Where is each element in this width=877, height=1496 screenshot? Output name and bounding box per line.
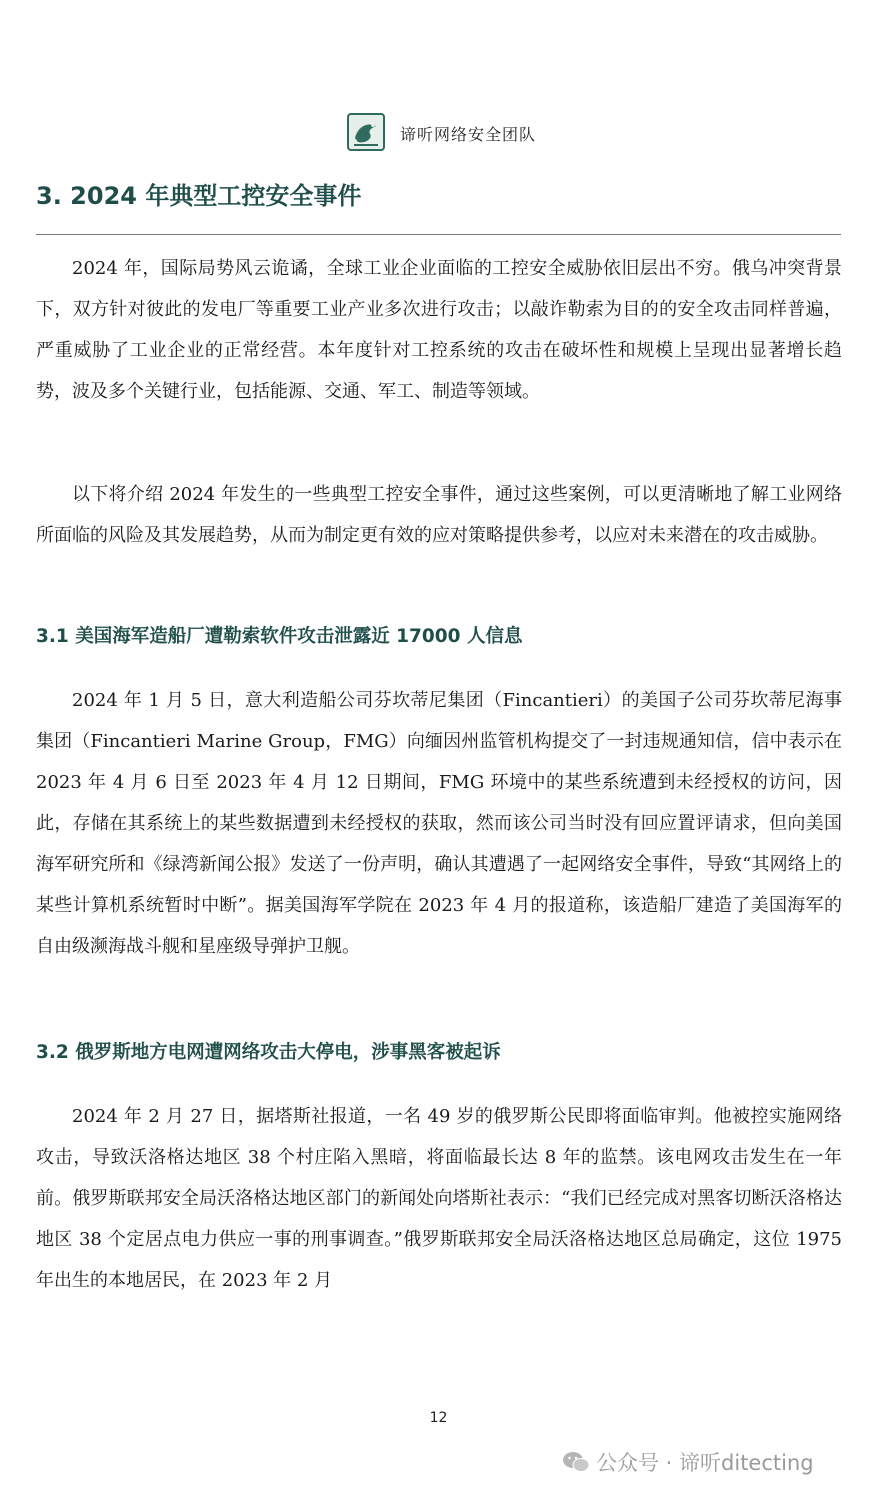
page-header [0, 108, 877, 158]
subsection-heading-3-1: 3.1 美国海军造船厂遭勒索软件攻击泄露近 17000 人信息 [36, 626, 523, 647]
subsection-heading-3-2: 3.2 俄罗斯地方电网遭网络攻击大停电，涉事黑客被起诉 [36, 1042, 501, 1063]
subsection-3-1-paragraph: 2024 年 1 月 5 日，意大利造船公司芬坎蒂尼集团（Fincantieri）的美国子公司芬坎蒂尼海事集团（Fincantieri Marine Group，FMG）向缅因州监管机构提交了一封违规通知信，信中表示在 2023 年 4 月 6 日至 2023 年 4 月 12 日期间，FMG 环境中的某些系统遭到未经授权的访问，因此，存储在其系统上的某些数据遭到未经授权的获取，然而该公司当时没有回应置评请求，但向美国海军研究所和《绿湾新闻公报》发送了一份声明，确认其遭遇了一起网络安全事件，导致“其网络上的某些计算机系统暂时中断”。据美国海军学院在 2023 年 4 月的报道称，该造船厂建造了美国海军的自由级濒海战斗舰和星座级导弹护卫舰。 [36, 690, 842, 957]
page-number: 12 [429, 1410, 448, 1426]
intro-paragraph-1: 2024 年，国际局势风云诡谲，全球工业企业面临的工控安全威胁依旧层出不穷。俄乌冲突背景下，双方针对彼此的发电厂等重要工业产业多次进行攻击；以敲诈勒索为目的的安全攻击同样普遍，严重威胁了工业企业的正常经营。本年度针对工控系统的攻击在破坏性和规模上呈现出显著增长趋势，波及多个关键行业，包括能源、交通、军工、制造等领域。 [36, 258, 842, 402]
header-title: 谛听网络安全团队 [400, 125, 537, 144]
watermark-text: 公众号 · 谛听ditecting [596, 1451, 814, 1475]
dragon-seal-icon [346, 112, 386, 152]
intro-paragraph-2: 以下将介绍 2024 年发生的一些典型工控安全事件，通过这些案例，可以更清晰地了解工业网络所面临的风险及其发展趋势，从而为制定更有效的应对策略提供参考，以应对未来潜在的攻击威胁。 [36, 484, 842, 546]
subsection-3-2-paragraph: 2024 年 2 月 27 日，据塔斯社报道，一名 49 岁的俄罗斯公民即将面临审判。他被控实施网络攻击，导致沃洛格达地区 38 个村庄陷入黑暗，将面临最长达 8 年的监禁。该电网攻击发生在一年前。俄罗斯联邦安全局沃洛格达地区部门的新闻处向塔斯社表示：“我们已经完成对黑客切断沃洛格达地区 38 个定居点电力供应一事的刑事调查。”俄罗斯联邦安全局沃洛格达地区总局确定，这位 1975 年出生的本地居民，在 2023 年 2 月 [36, 1106, 842, 1291]
wechat-icon [562, 1450, 590, 1474]
watermark [562, 1447, 814, 1477]
section-heading: 3. 2024 年典型工控安全事件 [36, 182, 362, 210]
heading-divider [36, 234, 841, 235]
